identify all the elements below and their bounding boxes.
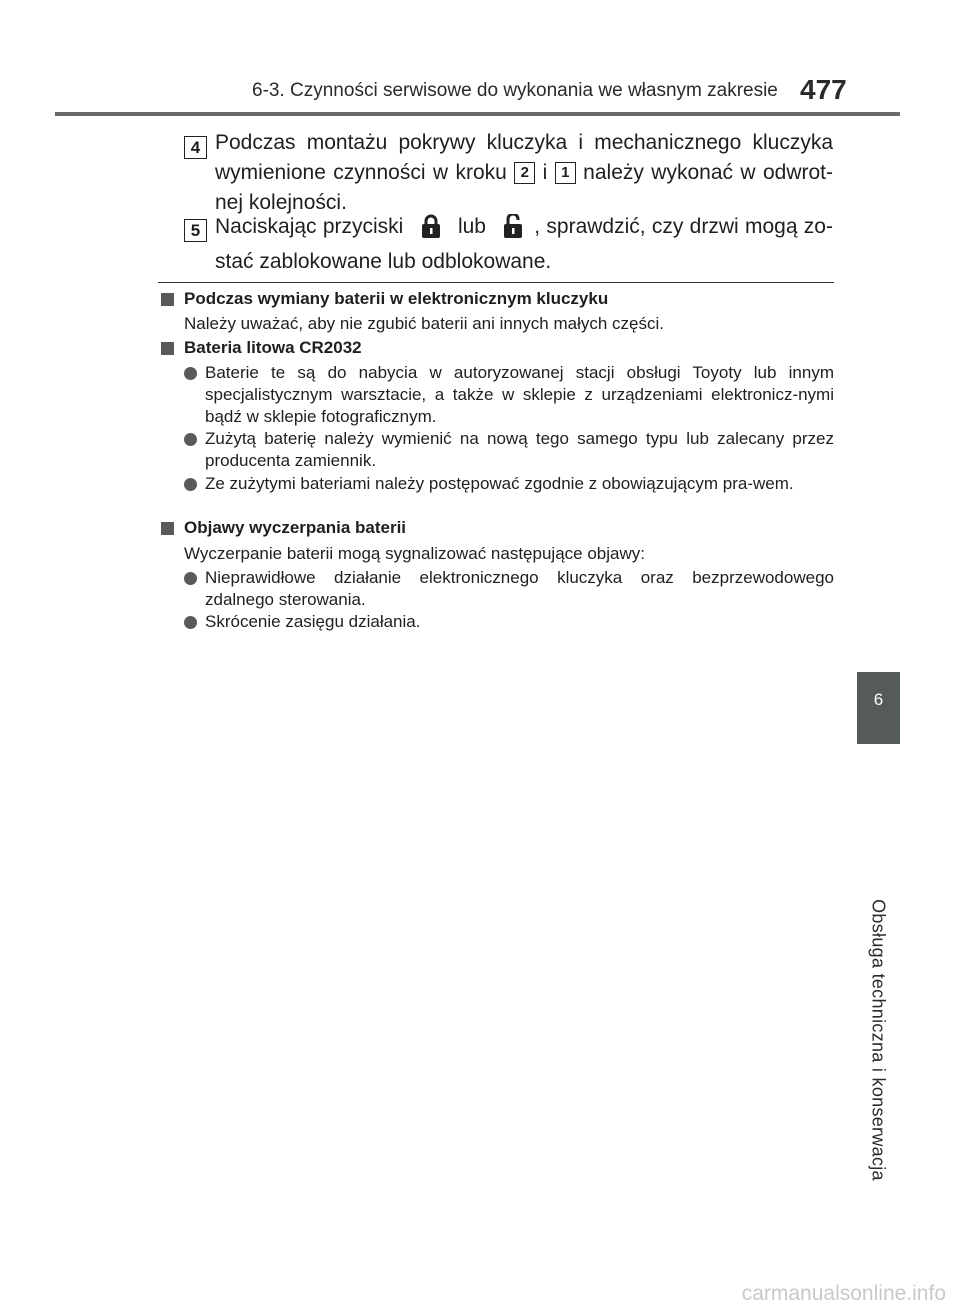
bullet-item: Baterie te są do nabycia w autoryzowanej stacji obsługi Toyoty lub innym specjalistycznym warsztacie, a także w sklepie z urządzeniami elektronicz-nymi bądź w sklepie fotograficznym. xyxy=(205,363,834,426)
step-4-middle: i xyxy=(535,161,555,184)
round-bullet-icon xyxy=(184,367,197,380)
watermark: carmanualsonline.info xyxy=(741,1282,946,1305)
step-ref-2: 2 xyxy=(514,162,535,184)
header-divider xyxy=(55,112,900,116)
step-4-text xyxy=(215,128,833,218)
step-5-text xyxy=(215,212,833,277)
chapter-title: 6-3. Czynności serwisowe do wykonania we własnym zakresie xyxy=(252,80,778,101)
step-5-text-before: Naciskając przyciski xyxy=(215,215,404,238)
step-5-text-after: , sprawdzić, czy drzwi mogą zo-stać zablokowane lub odblokowane. xyxy=(215,215,833,273)
round-bullet-icon xyxy=(184,433,197,446)
bullet-item: Zużytą baterię należy wymienić na nową tego samego typu lub zalecany przez producenta zamiennik. xyxy=(205,429,834,470)
bullet-item: Ze zużytymi bateriami należy postępować zgodnie z obowiązującym pra-wem. xyxy=(205,474,794,493)
step-4-text-after: należy wykonać w odwrot-nej kolejności. xyxy=(215,161,834,214)
section-paragraph: Wyczerpanie baterii mogą sygnalizować następujące objawy: xyxy=(184,544,645,563)
section-title: Bateria litowa CR2032 xyxy=(184,338,362,357)
bullet-item: Skrócenie zasięgu działania. xyxy=(205,612,421,631)
step-ref-1: 1 xyxy=(555,162,576,184)
section-divider xyxy=(158,282,834,283)
step-4-text-before: Podczas montażu pokrywy kluczyka i mechanicznego kluczyka wymienione czynności w kroku xyxy=(215,131,833,184)
chapter-tab-label: Obsługa techniczna i konserwacja xyxy=(868,899,889,1181)
round-bullet-icon xyxy=(184,572,197,585)
round-bullet-icon xyxy=(184,616,197,629)
step-number-5: 5 xyxy=(184,219,207,242)
square-bullet-icon xyxy=(161,293,174,306)
square-bullet-icon xyxy=(161,522,174,535)
section-paragraph: Należy uważać, aby nie zgubić baterii ani innych małych części. xyxy=(184,314,665,333)
step-number-4: 4 xyxy=(184,136,207,159)
chapter-tab-number: 6 xyxy=(873,690,884,709)
round-bullet-icon xyxy=(184,478,197,491)
lock-icon xyxy=(420,214,442,247)
section-title: Podczas wymiany baterii w elektronicznym kluczyku xyxy=(184,289,609,308)
step-5-middle: lub xyxy=(457,215,486,238)
square-bullet-icon xyxy=(161,342,174,355)
bullet-item: Nieprawidłowe działanie elektronicznego kluczyka oraz bezprzewodowego zdalnego sterowania. xyxy=(205,568,834,609)
chapter-tab xyxy=(857,672,900,744)
page-number: 477 xyxy=(800,74,847,105)
section-title: Objawy wyczerpania baterii xyxy=(184,518,407,537)
unlock-icon xyxy=(502,214,524,247)
